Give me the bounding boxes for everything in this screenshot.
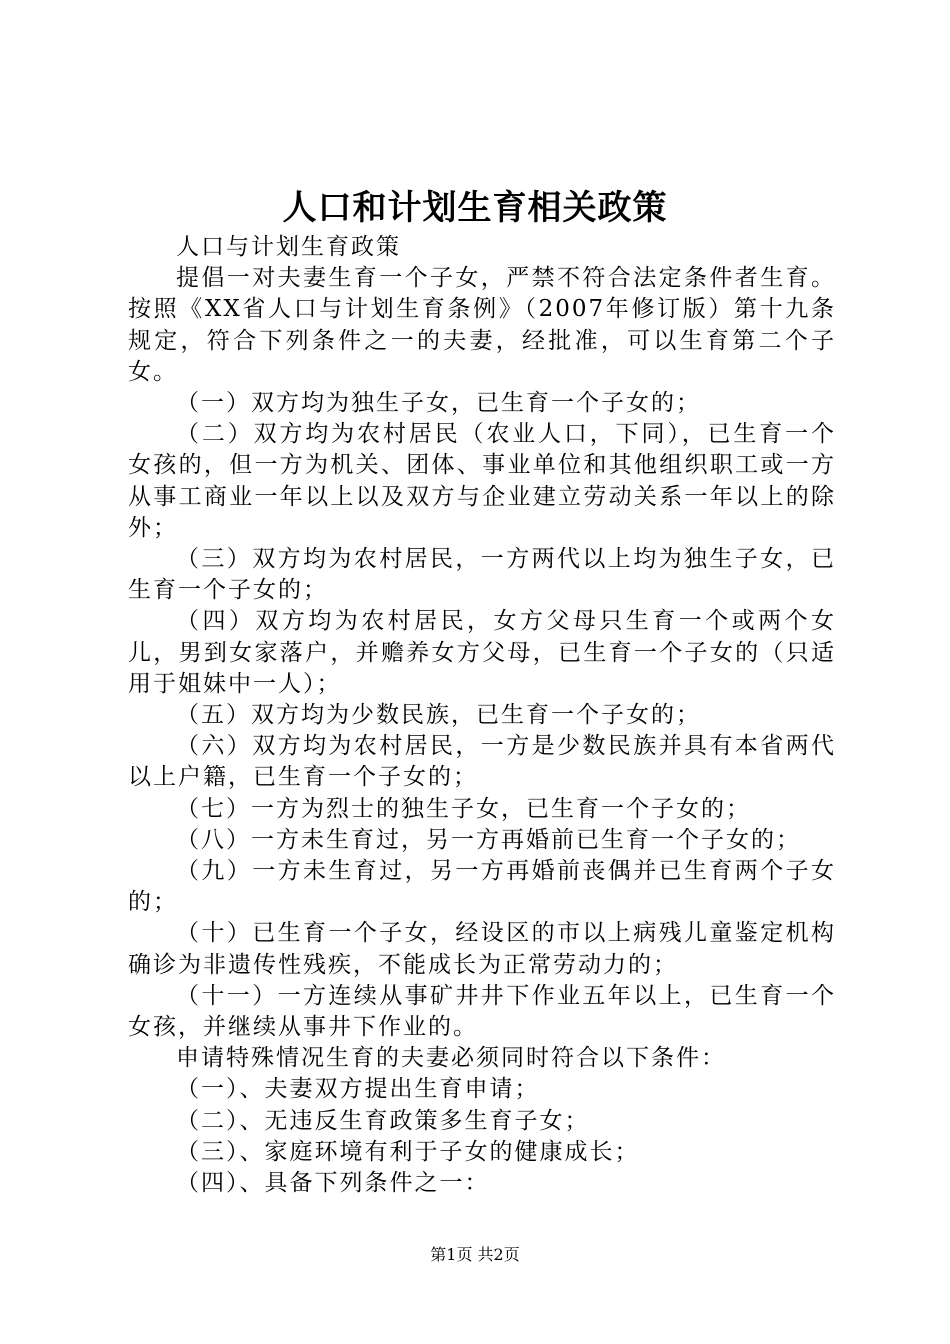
paragraph-conditions-intro: 申请特殊情况生育的夫妻必须同时符合以下条件：	[176, 1045, 726, 1072]
paragraph-item-11: （十一）一方连续从事矿井井下作业五年以上，已生育一个女孩，并继续从事井下作业的。	[128, 982, 836, 1041]
paragraph-item-7: （七）一方为烈士的独生子女，已生育一个子女的；	[176, 795, 751, 822]
paragraph-condition-2: （二）、无违反生育政策多生育子女；	[176, 1107, 590, 1134]
paragraph-item-10: （十）已生育一个子女，经设区的市以上病残儿童鉴定机构确诊为非遗传性残疾，不能成长为正常劳动力的；	[128, 920, 836, 978]
page-footer: 第1页 共2页	[430, 1245, 520, 1264]
paragraph-item-4: （四）双方均为农村居民，女方父母只生育一个或两个女儿，男到女家落户，并赡养女方父母，已生育一个子女的（只适用于姐妹中一人）；	[128, 608, 836, 697]
paragraph-item-5: （五）双方均为少数民族，已生育一个子女的；	[176, 702, 701, 729]
paragraph-condition-3: （三）、家庭环境有利于子女的健康成长；	[176, 1138, 640, 1165]
paragraph-item-3: （三）双方均为农村居民，一方两代以上均为独生子女，已生育一个子女的；	[128, 546, 836, 604]
paragraph-condition-1: （一）、夫妻双方提出生育申请；	[176, 1076, 540, 1103]
paragraph-subtitle: 人口与计划生育政策	[176, 234, 401, 260]
paragraph-condition-4: （四）、具备下列条件之一：	[176, 1170, 490, 1197]
document-title: 人口和计划生育相关政策	[282, 188, 668, 228]
paragraph-item-6: （六）双方均为农村居民，一方是少数民族并具有本省两代以上户籍，已生育一个子女的；	[128, 733, 836, 791]
paragraph-item-9: （九）一方未生育过，另一方再婚前丧偶并已生育两个子女的；	[128, 858, 836, 916]
paragraph-item-1: （一）双方均为独生子女，已生育一个子女的；	[176, 390, 701, 417]
paragraph-item-8: （八）一方未生育过，另一方再婚前已生育一个子女的；	[176, 826, 801, 853]
paragraph-item-2: （二）双方均为农村居民（农业人口，下同），已生育一个女孩的，但一方为机关、团体、事业单位和其他组织职工或一方从事工商业一年以上以及双方与企业建立劳动关系一年以上的除外；	[128, 421, 836, 541]
paragraph-intro: 提倡一对夫妻生育一个子女，严禁不符合法定条件者生育。按照《XX省人口与计划生育条例》（2007年修订版）第十九条规定，符合下列条件之一的夫妻，经批准，可以生育第二个子女。	[128, 265, 836, 385]
document-body	[128, 232, 836, 1199]
